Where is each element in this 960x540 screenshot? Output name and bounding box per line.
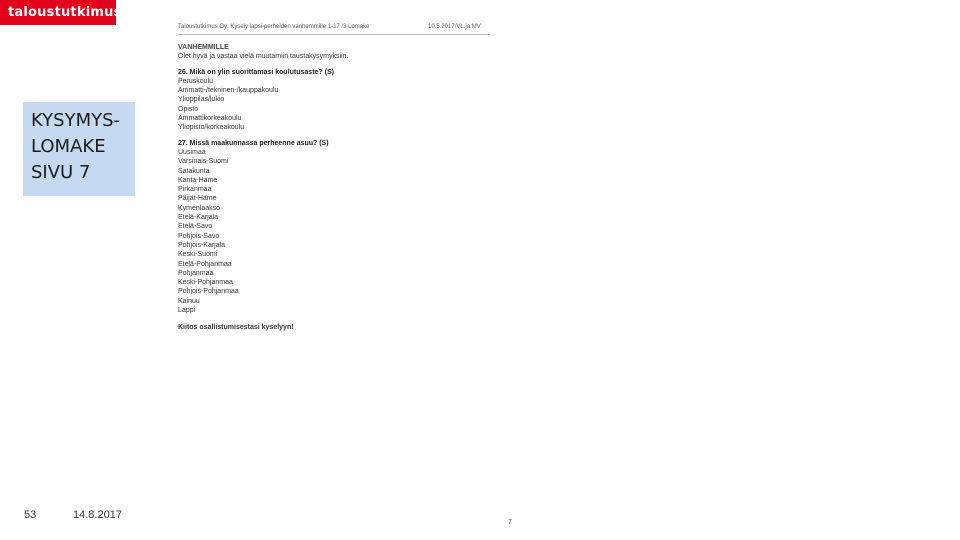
- option: Keski-Suomi: [178, 251, 218, 259]
- option: Pohjois-Karjala: [178, 241, 226, 249]
- option: Opisto: [178, 105, 199, 113]
- option: Keski-Pohjanmaa: [178, 279, 233, 287]
- option: Peruskoulu: [178, 77, 214, 85]
- option: Ylioppilas/lukio: [178, 96, 225, 104]
- option: Kanta-Häme: [178, 176, 218, 184]
- slide-date: 14.8.2017: [73, 509, 122, 521]
- option: Pohjois-Savo: [178, 232, 220, 240]
- option: Pohjois-Pohjanmaa: [178, 288, 239, 296]
- option: Yliopisto/korkeakoulu: [178, 124, 245, 132]
- option: Ammatti-/tekninen-/kauppakoulu: [178, 87, 279, 95]
- option: Kainuu: [178, 297, 200, 305]
- option: Päijät-Häme: [178, 195, 217, 203]
- option: Etelä-Savo: [178, 223, 213, 231]
- slide-title-box: [23, 102, 135, 196]
- option: Ammattikorkeakoulu: [178, 115, 242, 123]
- question-27-options: [178, 148, 498, 315]
- document-body: [178, 43, 498, 333]
- option: Pirkanmaa: [178, 186, 212, 194]
- question-26-options: [178, 77, 498, 133]
- document-header: [178, 20, 490, 35]
- option: Varsinais-Suomi: [178, 158, 229, 166]
- option: Uusimaa: [178, 148, 206, 156]
- section-intro: Olet hyvä ja vastaa vielä muutamiin taustakysymyksiin.: [178, 53, 349, 61]
- slide-title-line-1: KYSYMYS-: [31, 110, 121, 131]
- section-title: VANHEMMILLE: [178, 44, 229, 51]
- question-27-label: 27. Missä maakunnassa perheenne asuu? (S): [178, 139, 329, 147]
- document-page-number: 7: [508, 519, 512, 526]
- option: Pohjanmaa: [178, 269, 214, 277]
- slide-title-line-2: LOMAKE: [31, 136, 106, 157]
- brand-logo: taloustutkimus: [0, 0, 116, 25]
- slide-number: 53: [24, 509, 37, 521]
- thanks-note: Kiitos osallistumisestasi kyselyyn!: [178, 324, 294, 332]
- option: Kymenlaakso: [178, 204, 221, 212]
- slide-title-line-3: SIVU 7: [31, 162, 91, 183]
- option: Etelä-Karjala: [178, 214, 219, 222]
- option: Lappi: [178, 307, 196, 315]
- question-26-label: 26. Mikä on ylin suorittamasi koulutusaste? (S): [178, 68, 334, 76]
- document-header-right: 10.5.2017/VL.ja.MV: [428, 24, 481, 30]
- document-header-left: Taloustutkimus Oy: Kysely lapsi-perheiden vanhemmille 1-17 /3 Lomake: [178, 24, 370, 30]
- option: Etelä-Pohjanmaa: [178, 260, 232, 268]
- option: Satakunta: [178, 167, 210, 175]
